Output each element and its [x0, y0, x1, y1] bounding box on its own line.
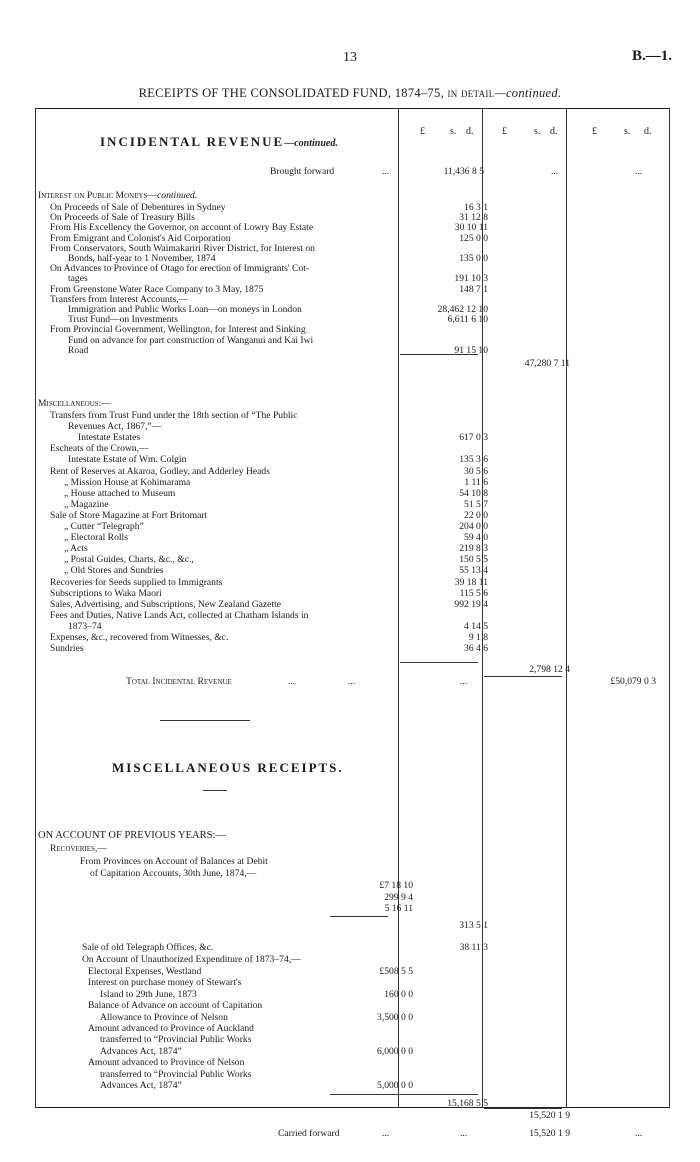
misc-row-text: Escheats of the Crown,—	[50, 443, 149, 455]
misc-row-value: 36 4 6	[464, 643, 488, 655]
misc-row-text: „ House attached to Museum	[64, 487, 176, 499]
interest-row-value: 125 0 0	[459, 232, 488, 244]
misc-row-text: Intestate Estates	[78, 432, 141, 444]
interest-row-value: 191 10 3	[454, 273, 488, 285]
unauth-row	[38, 1046, 668, 1058]
interest-row-text: From Greenstone Water Race Company to 3 May, 1875	[50, 283, 264, 295]
misc-row-text: „ Cutter “Telegraph”	[64, 521, 144, 532]
misc-row-value: 1 11 6	[464, 476, 488, 488]
brought-forward-value: 11,436 8 5	[443, 166, 484, 177]
c1-pence-header: d.	[466, 126, 474, 137]
unauth-total-row	[38, 1098, 668, 1110]
interest-heading-tail: continued.	[157, 190, 198, 201]
interest-row-text: On Proceeds of Sale of Debentures in Sydney	[50, 202, 226, 213]
misc-row-text: „ Mission House at Kohimarama	[64, 476, 191, 488]
misc-row-text: 1873–74	[68, 620, 102, 632]
interest-row-text: Immigration and Public Works Loan—on moneys in London	[68, 304, 302, 315]
unauth-row-text: transferred to “Provincial Public Works	[100, 1034, 252, 1046]
unauth-row-text: Advances Act, 1874”	[100, 1045, 182, 1057]
interest-row-text: Bonds, half-year to 1 November, 1874	[68, 253, 216, 264]
interest-row-value: 91 15 10	[454, 344, 488, 356]
misc-row-value: 54 10 8	[459, 487, 488, 499]
carried-c3-dots: ...	[635, 1128, 643, 1139]
interest-row-value: 30 10 11	[454, 222, 488, 234]
total-c1-dots: ...	[460, 676, 468, 687]
interest-row-value: 31 12 8	[459, 212, 488, 224]
c1-shilling-header: s.	[450, 126, 457, 137]
misc-row-text: Rent of Reserves at Akaroa, Godley, and Adderley Heads	[50, 465, 270, 477]
carried-dots: ...	[382, 1128, 390, 1139]
carried-forward-label: Carried forward	[278, 1128, 340, 1139]
misc-receipts-sum-rule	[484, 1108, 562, 1109]
interest-row-value: 28,462 12 10	[437, 304, 488, 315]
misc-row-value: 219 8 3	[459, 543, 488, 555]
carried-forward-row	[38, 1128, 668, 1140]
c2-pound-header: £	[502, 126, 507, 137]
unauth-row-text: Electoral Expenses, Westland	[88, 966, 202, 977]
misc-total-row	[38, 664, 668, 676]
interest-sum-rule	[400, 354, 478, 355]
province-row-value: £7 18 10	[379, 880, 413, 891]
misc-row-value: 59 4 0	[464, 532, 488, 544]
interest-row-value: 148 7 1	[459, 283, 488, 295]
interest-heading-text: Interest on Public Moneys—	[38, 190, 158, 201]
section-divider	[160, 720, 250, 721]
total-dots-2: ...	[348, 676, 356, 687]
unauth-row-value: 160 0 0	[384, 988, 413, 1000]
misc-receipts-total-value: 15,520 1 9	[529, 1110, 570, 1121]
misc-receipts-total-row	[38, 1110, 668, 1122]
unauth-row-text: Amount advanced to Province of Auckland	[88, 1023, 254, 1034]
title-tail: —continued.	[494, 86, 562, 100]
misc-row-value: 135 3 6	[459, 454, 488, 466]
interest-row-text: Trust Fund—on Investments	[68, 314, 178, 326]
misc-row-text: Sundries	[50, 643, 84, 655]
brought-forward-dots: ...	[382, 166, 390, 177]
interest-row-text: From Provincial Government, Wellington, for Interest and Sinking	[50, 324, 306, 336]
c3-pound-header: £	[592, 126, 597, 137]
recoveries-heading: Recoveries,—	[50, 843, 107, 854]
misc-row-text: Subscriptions to Waka Maori	[50, 587, 162, 599]
misc-heading	[38, 398, 111, 410]
interest-total-row	[38, 358, 668, 370]
province-row-value: 299 9 4	[384, 891, 413, 903]
misc-row-text: Fees and Duties, Native Lands Act, collected at Chatham Islands in	[50, 609, 309, 621]
incidental-total-row	[38, 676, 668, 688]
interest-row	[38, 345, 668, 357]
unauth-row-value: £508 5 5	[379, 966, 413, 977]
misc-row-value: 150 5 5	[459, 554, 488, 566]
unauth-row	[38, 1034, 668, 1046]
misc-row-text: Revenues Act, 1867,”—	[68, 421, 162, 433]
misc-row-value: 30 5 6	[464, 465, 488, 477]
misc-row-text: „ Postal Guides, Charts, &c., &c.,	[64, 554, 194, 566]
unauth-row-text: Interest on purchase money of Stewart's	[88, 977, 242, 989]
bf-c3-dots: ...	[635, 166, 643, 177]
province-sum-rule	[330, 916, 388, 917]
document-code: B.—1.	[631, 48, 672, 64]
incidental-heading-tail: —continued.	[284, 138, 338, 149]
unauth-row	[38, 989, 668, 1001]
brought-forward-label: Brought forward	[270, 166, 335, 177]
misc-row-text: Transfers from Trust Fund under the 18th section of “The Public	[50, 410, 298, 421]
misc-row-value: 51 5 7	[464, 498, 488, 510]
heading-dash	[203, 790, 227, 791]
carried-forward-value: 15,520 1 9	[529, 1128, 570, 1139]
incidental-heading-text: INCIDENTAL REVENUE	[100, 134, 285, 149]
unauth-row	[38, 977, 668, 989]
unauth-row-text: Island to 29th June, 1873	[100, 988, 197, 1000]
unauth-row	[38, 1000, 668, 1012]
misc-row-text: Expenses, &c., recovered from Witnesses, &c.	[50, 632, 229, 643]
unauth-row-text: Advances Act, 1874”	[100, 1080, 182, 1091]
interest-row-value: 6,611 6 10	[447, 314, 488, 326]
misc-row-value: 55 13 4	[459, 565, 488, 577]
brought-forward-row	[38, 166, 668, 178]
misc-row-value: 9 1 8	[468, 632, 488, 643]
interest-row-value: 135 0 0	[459, 253, 488, 264]
unauth-row	[38, 1080, 668, 1092]
misc-row	[38, 643, 668, 655]
misc-row-text: Intestate Estate of Wm. Colgin	[68, 454, 187, 466]
province-row	[38, 892, 668, 904]
telegraph-text: Sale of old Telegraph Offices, &c.	[82, 942, 214, 953]
page-title	[0, 86, 700, 101]
unauth-row	[38, 1057, 668, 1069]
unauth-row	[38, 1012, 668, 1024]
interest-row-text: Road	[68, 344, 89, 356]
unauth-row-text: Balance of Advance on account of Capitation	[88, 1000, 263, 1012]
rule-right	[669, 108, 670, 1108]
page-number: 13	[343, 50, 357, 65]
province-total-row	[38, 920, 668, 932]
province-total-value: 313 5 1	[459, 920, 488, 931]
interest-row-text: Transfers from Interest Accounts,—	[50, 293, 189, 305]
c3-shilling-header: s.	[624, 126, 631, 137]
misc-row-value: 115 5 6	[459, 587, 488, 599]
misc-row-text: „ Acts	[64, 543, 88, 555]
incidental-total-label: Total Incidental Revenue	[126, 676, 232, 687]
c2-shilling-header: s.	[534, 126, 541, 137]
telegraph-row	[38, 942, 668, 954]
c2-pence-header: d.	[550, 126, 558, 137]
interest-row-text: Fund on advance for part construction of Wanganui and Kai Iwi	[68, 334, 314, 346]
misc-row-value: 992 19 4	[454, 598, 488, 610]
misc-row-text: „ Old Stores and Sundries	[64, 565, 164, 577]
unauth-row	[38, 1069, 668, 1081]
unauth-row-text: Allowance to Province of Nelson	[100, 1011, 228, 1023]
interest-row-text: From His Excellency the Governor, on account of Lowry Bay Estate	[50, 222, 314, 234]
title-main: RECEIPTS OF THE CONSOLIDATED FUND, 1874–75,	[138, 86, 448, 100]
misc-sum-rule	[400, 662, 478, 663]
interest-row-text: On Advances to Province of Otago for erection of Immigrants' Cot-	[50, 263, 310, 275]
unauth-heading: On Account of Unauthorized Expenditure of 1873–74,—	[82, 954, 301, 965]
misc-row-text: Sales, Advertising, and Subscriptions, New Zealand Gazette	[50, 598, 281, 610]
interest-total-value: 47,280 7 11	[524, 358, 570, 369]
province-row	[38, 880, 668, 892]
unauth-sum-rule	[330, 1094, 478, 1095]
misc-row-value: 617 0 3	[459, 432, 488, 444]
misc-total-value: 2,798 12 4	[529, 664, 570, 675]
misc-row-text: „ Electoral Rolls	[64, 532, 128, 544]
interest-row-value: 16 3 1	[464, 202, 488, 213]
misc-row-text: Sale of Store Magazine at Fort Britomart	[50, 509, 208, 521]
misc-heading-text: Miscellaneous:—	[38, 398, 111, 409]
misc-row-value: 4 14 5	[464, 620, 488, 632]
province-row-value: 5 16 11	[384, 903, 413, 914]
carried-c1-dots: ...	[460, 1128, 468, 1139]
rule-left	[35, 108, 36, 1108]
province-row	[38, 903, 668, 915]
provinces-line2: of Capitation Accounts, 30th June, 1874,—	[90, 868, 257, 879]
unauth-row-text: transferred to “Provincial Public Works	[100, 1068, 252, 1080]
misc-row-value: 204 0 0	[459, 521, 488, 532]
unauth-row-value: 3,500 0 0	[377, 1011, 413, 1023]
total-dots-1: ...	[288, 676, 296, 687]
unauth-total-value: 15,168 5 5	[447, 1098, 488, 1109]
interest-row-text: From Emigrant and Colonist's Aid Corporation	[50, 232, 231, 244]
bf-c2-dots: ...	[551, 166, 559, 177]
prev-years-heading: ON ACCOUNT OF PREVIOUS YEARS:—	[38, 830, 226, 841]
unauth-row-value: 6,000 0 0	[377, 1045, 413, 1057]
interest-row-text: From Conservators, South Waimakariri River District, for Interest on	[50, 242, 315, 254]
provinces-line1: From Provinces on Account of Balances at Debit	[80, 856, 268, 867]
misc-row-value: 39 18 11	[454, 576, 488, 588]
interest-heading	[38, 190, 197, 202]
misc-row-text: Recoveries for Seeds supplied to Immigrants	[50, 576, 223, 588]
title-small-caps: in detail	[447, 86, 495, 100]
interest-row-text: tages	[68, 273, 88, 285]
telegraph-value: 38 11 3	[459, 942, 488, 953]
unauth-row	[38, 966, 668, 978]
misc-row-value: 22 0 0	[464, 509, 488, 521]
c1-pound-header: £	[420, 126, 425, 137]
unauth-row	[38, 1023, 668, 1035]
unauth-row-value: 5,000 0 0	[377, 1080, 413, 1091]
misc-row-text: „ Magazine	[64, 498, 109, 510]
misc-receipts-heading: MISCELLANEOUS RECEIPTS.	[112, 760, 344, 775]
incidental-heading	[100, 134, 338, 150]
c3-pence-header: d.	[644, 126, 652, 137]
incidental-total-value: £50,079 0 3	[610, 676, 656, 687]
interest-row-text: On Proceeds of Sale of Treasury Bills	[50, 212, 195, 224]
unauth-row-text: Amount advanced to Province of Nelson	[88, 1057, 245, 1069]
